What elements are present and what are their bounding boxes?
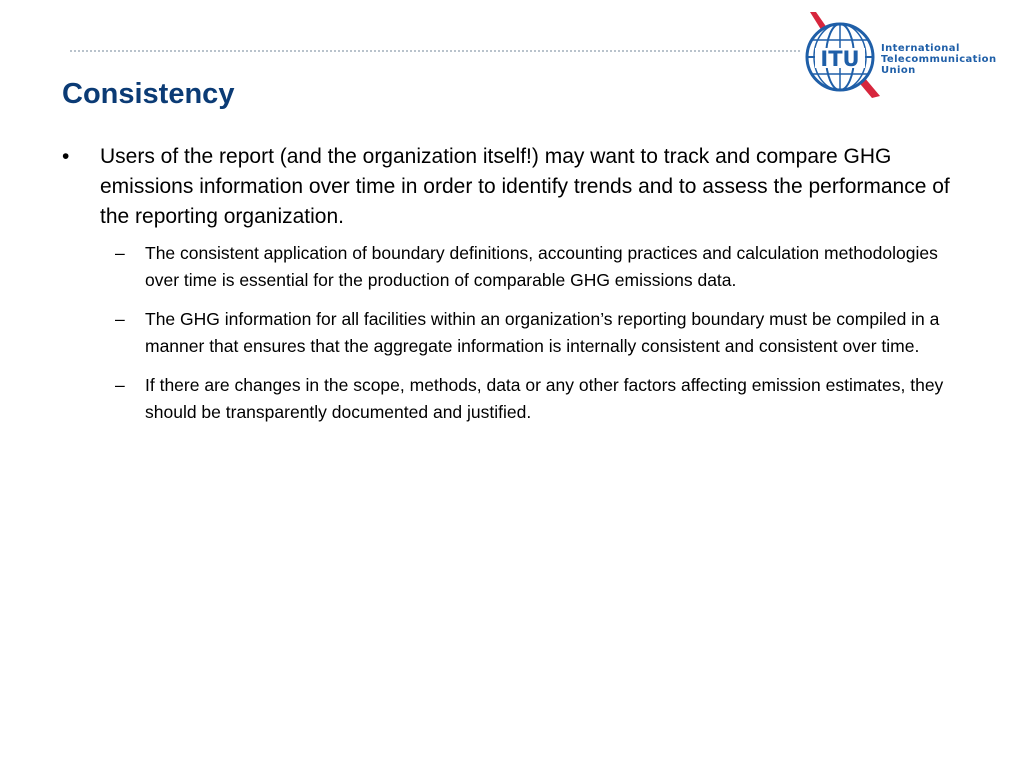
sub-bullet-item [115,372,972,426]
bullet-text: Users of the report (and the organization itself!) may want to track and compare GHG emissions information over time in order to identify trends and to assess the performance of the reporting organization. [100,145,950,228]
dash-marker: – [115,375,125,395]
itu-mark-text: ITU [820,47,860,71]
sub-bullet-text: If there are changes in the scope, methods, data or any other factors affecting emission estimates, they should be transparently documented and justified. [145,375,944,422]
slide-body [62,142,972,438]
dash-marker: – [115,309,125,329]
logo-line-1: International [881,43,960,54]
sub-bullet-text: The GHG information for all facilities within an organization’s reporting boundary must be compiled in a manner that ensures that the aggregate information is internally consistent and consistent over time. [145,309,940,356]
itu-globe-icon [800,10,882,102]
itu-logo [800,10,1015,102]
logo-line-2: Telecommunication [881,54,997,65]
sub-bullet-item [115,306,972,360]
bullet-marker: • [62,145,70,168]
slide-title: Consistency [62,78,235,110]
itu-wordmark [881,43,996,76]
sub-bullet-item [115,240,972,294]
logo-line-3: Union [881,65,916,76]
bullet-item [62,142,972,232]
dash-marker: – [115,243,125,263]
sub-bullet-text: The consistent application of boundary definitions, accounting practices and calculation methodologies over time is essential for the production of comparable GHG emissions data. [145,243,938,290]
sub-bullet-list [115,240,972,426]
